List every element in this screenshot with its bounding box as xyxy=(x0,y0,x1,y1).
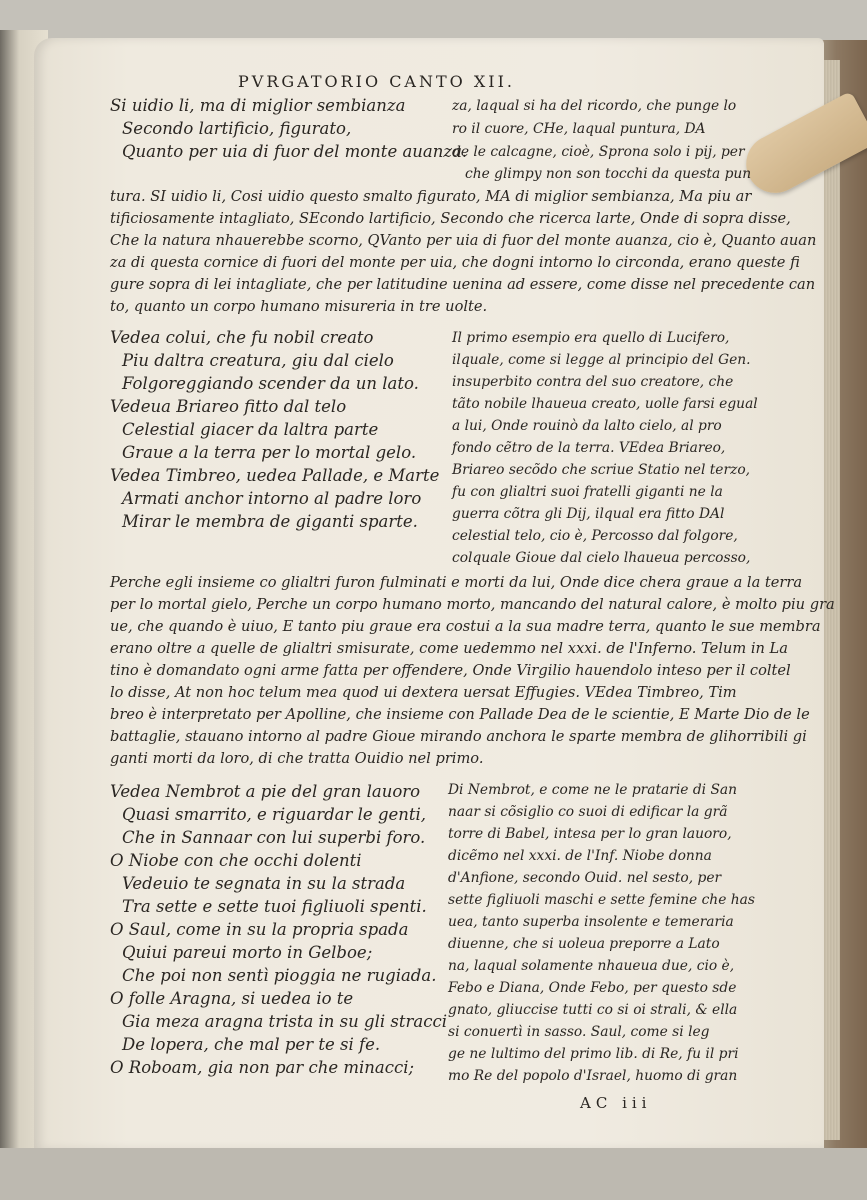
commentary-paragraph-line: gure sopra di lei intagliate, che per latitudine uenina ad essere, come disse nel precedente can xyxy=(110,276,816,293)
commentary-line: diuenne, che si uoleua preporre a Lato xyxy=(448,936,720,952)
verse-line: Si uidio li, ma di miglior sembianza xyxy=(110,96,406,115)
verse-line: Vedea colui, che fu nobil creato xyxy=(110,328,374,347)
commentary-paragraph-line: Perche egli insieme co glialtri furon fulminati e morti da lui, Onde dice chera graue a la terra xyxy=(110,574,803,591)
commentary-paragraph-line: to, quanto un corpo humano misureria in tre uolte. xyxy=(110,298,488,315)
commentary-line: de le calcagne, cioè, Sprona solo i pij, per xyxy=(452,144,745,160)
commentary-line: celestial telo, cio è, Percosso dal folgore, xyxy=(452,528,738,544)
commentary-paragraph-line: ue, che quando è uiuo, E tanto piu graue era costui a la sua madre terra, quanto le sue membra xyxy=(110,618,821,635)
commentary-line: torre di Babel, intesa per lo gran lauoro, xyxy=(448,826,732,842)
commentary-line: na, laqual solamente nhaueua due, cio è, xyxy=(448,958,735,974)
running-title: PVRGATORIO CANTO XII. xyxy=(238,72,515,91)
commentary-paragraph-line: Che la natura nhauerebbe scorno, QVanto per uia di fuor del monte auanza, cio è, Quanto auan xyxy=(110,232,817,249)
verse-line: Mirar le membra de giganti sparte. xyxy=(122,512,418,531)
commentary-line: ro il cuore, CHe, laqual puntura, DA xyxy=(452,121,706,137)
commentary-line: fu con glialtri suoi fratelli giganti ne la xyxy=(452,484,723,500)
commentary-line: a lui, Onde rouinò da lalto cielo, al pro xyxy=(452,418,722,434)
commentary-line: Febo e Diana, Onde Febo, per questo sde xyxy=(448,980,737,996)
commentary-paragraph-line: ganti morti da loro, di che tratta Ouidio nel primo. xyxy=(110,750,484,767)
verse-line: Quiui pareui morto in Gelboe; xyxy=(122,943,373,962)
verse-line: Celestial giacer da laltra parte xyxy=(122,420,379,439)
verse-line: Piu daltra creatura, giu dal cielo xyxy=(122,351,394,370)
commentary-line: Di Nembrot, e come ne le pratarie di San xyxy=(448,782,738,798)
verse-line: Quasi smarrito, e riguardar le genti, xyxy=(122,805,427,824)
commentary-line: uea, tanto superba insolente e temeraria xyxy=(448,914,734,930)
verse-line: O Roboam, gia non par che minacci; xyxy=(110,1058,415,1077)
commentary-line: tãto nobile lhaueua creato, uolle farsi egual xyxy=(452,396,758,412)
commentary-paragraph-line: per lo mortal gielo, Perche un corpo humano morto, mancando del natural calore, è molto piu gra xyxy=(110,596,835,613)
commentary-line: fondo cẽtro de la terra. VEdea Briareo, xyxy=(452,440,726,456)
commentary-line: si conuertì in sasso. Saul, come si leg xyxy=(448,1024,710,1040)
verse-line: O Niobe con che occhi dolenti xyxy=(110,851,362,870)
commentary-line: mo Re del popolo d'Israel, huomo di gran xyxy=(448,1068,738,1084)
commentary-paragraph-line: tura. SI uidio li, Cosi uidio questo smalto figurato, MA di miglior sembianza, Ma piu ar xyxy=(110,188,752,205)
commentary-paragraph-line: za di questa cornice di fuori del monte per uia, che dogni intorno lo circonda, erano queste fi xyxy=(110,254,800,271)
commentary-paragraph-line: battaglie, stauano intorno al padre Gioue mirando anchora le sparte membra de glihorribili gi xyxy=(110,728,807,745)
commentary-line: guerra cõtra gli Dij, ilqual era fitto DAl xyxy=(452,506,725,522)
verse-line: Vedeua Briareo fitto dal telo xyxy=(110,397,347,416)
commentary-paragraph-line: tino è domandato ogni arme fatta per offendere, Onde Virgilio hauendolo inteso per il coltel xyxy=(110,662,791,679)
verse-line: Vedea Timbreo, uedea Pallade, e Marte xyxy=(110,466,440,485)
verse-line: O Saul, come in su la propria spada xyxy=(110,920,409,939)
commentary-line: za, laqual si ha del ricordo, che punge lo xyxy=(452,98,737,114)
commentary-paragraph-line: breo è interpretato per Apolline, che insieme con Pallade Dea de le scientie, E Marte Dio de le xyxy=(110,706,810,723)
verse-line: Tra sette e sette tuoi figliuoli spenti. xyxy=(122,897,427,916)
background-bottom xyxy=(0,1148,867,1200)
verse-line: O folle Aragna, si uedea io te xyxy=(110,989,354,1008)
verse-line: Che in Sannaar con lui superbi foro. xyxy=(122,828,426,847)
verse-line: De lopera, che mal per te si fe. xyxy=(122,1035,381,1054)
commentary-line: d'Anfione, secondo Ouid. nel sesto, per xyxy=(448,870,722,886)
commentary-paragraph-line: lo disse, At non hoc telum mea quod ui dextera uersat Effugies. VEdea Timbreo, Tim xyxy=(110,684,737,701)
verse-line: Che poi non sentì pioggia ne rugiada. xyxy=(122,966,437,985)
commentary-line: sette figliuoli maschi e sette femine che has xyxy=(448,892,755,908)
commentary-line: naar si cõsiglio co suoi di edificar la grã xyxy=(448,804,728,820)
commentary-line: Il primo esempio era quello di Lucifero, xyxy=(452,330,730,346)
commentary-line: ilquale, come si legge al principio del Gen. xyxy=(452,352,751,368)
commentary-paragraph-line: tificiosamente intagliato, SEcondo lartificio, Secondo che ricerca larte, Onde di sopra disse, xyxy=(110,210,791,227)
commentary-paragraph-line: erano oltre a quelle de glialtri smisurate, come uedemmo nel xxxi. de l'Inferno. Telum in La xyxy=(110,640,788,657)
commentary-line: ge ne lultimo del primo lib. di Re, fu il pri xyxy=(448,1046,739,1062)
verse-line: Folgoreggiando scender da un lato. xyxy=(122,374,419,393)
commentary-line: colquale Gioue dal cielo lhaueua percosso, xyxy=(452,550,751,566)
verse-line: Vedea Nembrot a pie del gran lauoro xyxy=(110,782,421,801)
signature-mark: AC iii xyxy=(580,1094,652,1112)
verse-line: Quanto per uia di fuor del monte auanza. xyxy=(122,142,468,161)
verse-line: Gia meza aragna trista in su gli stracci xyxy=(122,1012,447,1031)
background-top xyxy=(0,0,867,40)
verse-line: Vedeuio te segnata in su la strada xyxy=(122,874,406,893)
verse-line: Secondo lartificio, figurato, xyxy=(122,119,352,138)
verse-line: Graue a la terra per lo mortal gelo. xyxy=(122,443,417,462)
commentary-line: insuperbito contra del suo creatore, che xyxy=(452,374,734,390)
commentary-line: gnato, gliuccise tutti co si oi strali, & ella xyxy=(448,1002,738,1018)
commentary-line: dicẽmo nel xxxi. de l'Inf. Niobe donna xyxy=(448,848,712,864)
commentary-line: che glimpy non son tocchi da questa pun xyxy=(465,166,752,182)
commentary-line: Briareo secõdo che scriue Statio nel terzo, xyxy=(452,462,751,478)
verse-line: Armati anchor intorno al padre loro xyxy=(122,489,422,508)
